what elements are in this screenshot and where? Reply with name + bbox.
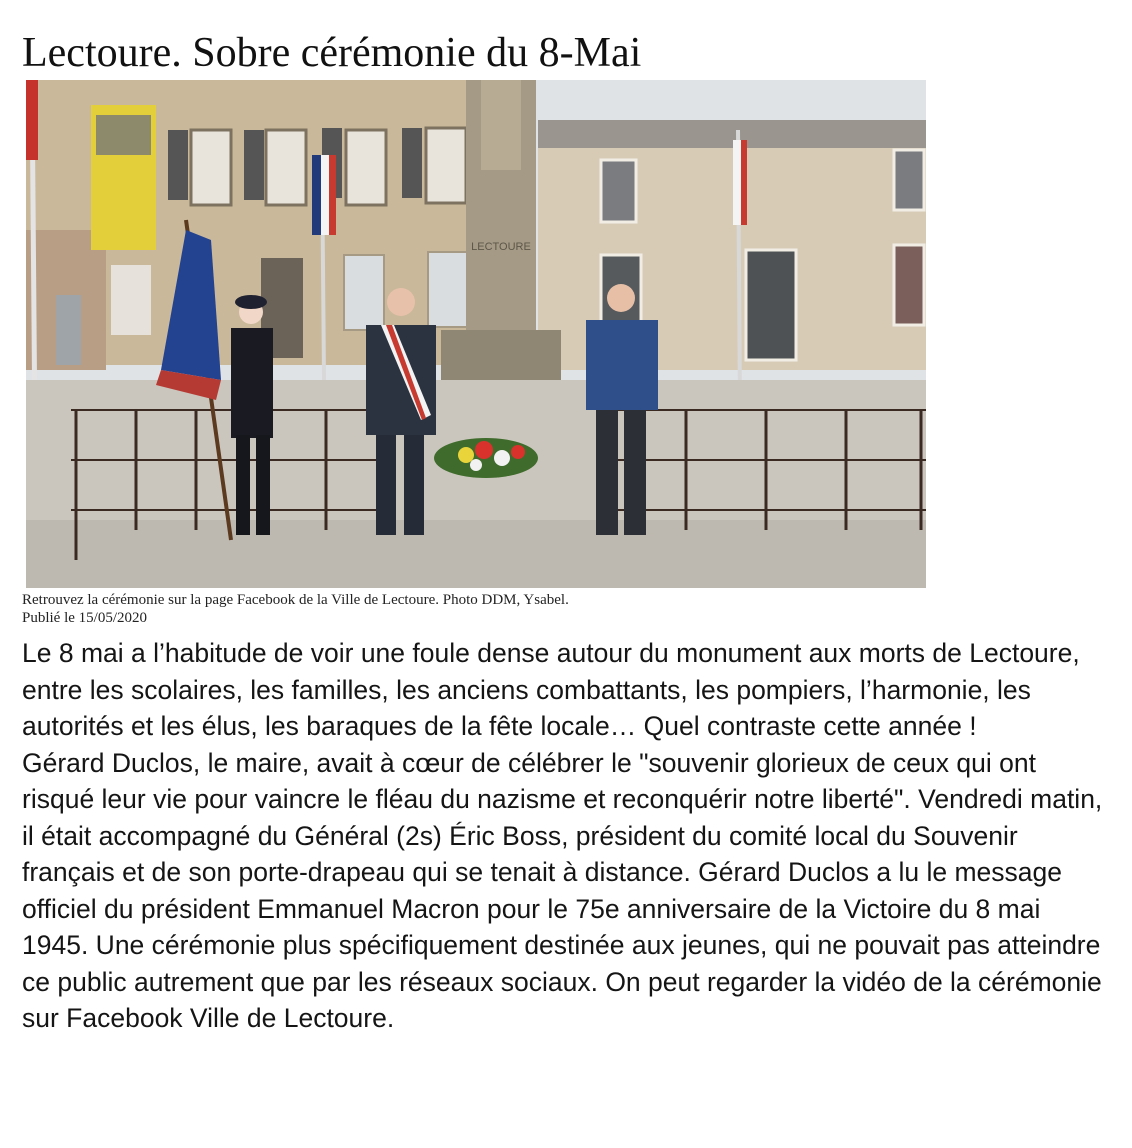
publication-date: Publié le 15/05/2020 [22, 610, 147, 626]
article-body [22, 635, 1112, 1037]
svg-text:LECTOURE: LECTOURE [471, 241, 531, 253]
article-paragraph: Gérard Duclos, le maire, avait à cœur de célébrer le "souvenir glorieux de ceux qui ont risqué leur vie pour vaincre le fléau du nazisme et reconquérir notre liberté". Vendredi matin, il était accompagné du Général (2s) Éric Boss, président du comité local du Souvenir français et de son porte-drapeau qui se tenait à distance. Gérard Duclos a lu le message officiel du président Emmanuel Macron pour le 75e anniversaire de la Victoire du 8 mai 1945. Une cérémonie plus spécifiquement destinée aux jeunes, qui ne pouvait pas atteindre ce public autrement que par les réseaux sociaux. On peut regarder la vidéo de la cérémonie sur Facebook Ville de Lectoure. [22, 747, 1103, 1033]
article-paragraph: Le 8 mai a l’habitude de voir une foule dense autour du monument aux morts de Lectoure, entre les scolaires, les familles, les anciens combattants, les pompiers, l’harmonie, les autorités et les élus, les baraques de la fête locale… Quel contraste cette année ! [22, 638, 1080, 741]
article-title: Lectoure. Sobre cérémonie du 8-Mai [22, 30, 642, 76]
article-photo [26, 80, 926, 588]
photo-caption: Retrouvez la cérémonie sur la page Facebook de la Ville de Lectoure. Photo DDM, Ysabel. [22, 592, 569, 608]
